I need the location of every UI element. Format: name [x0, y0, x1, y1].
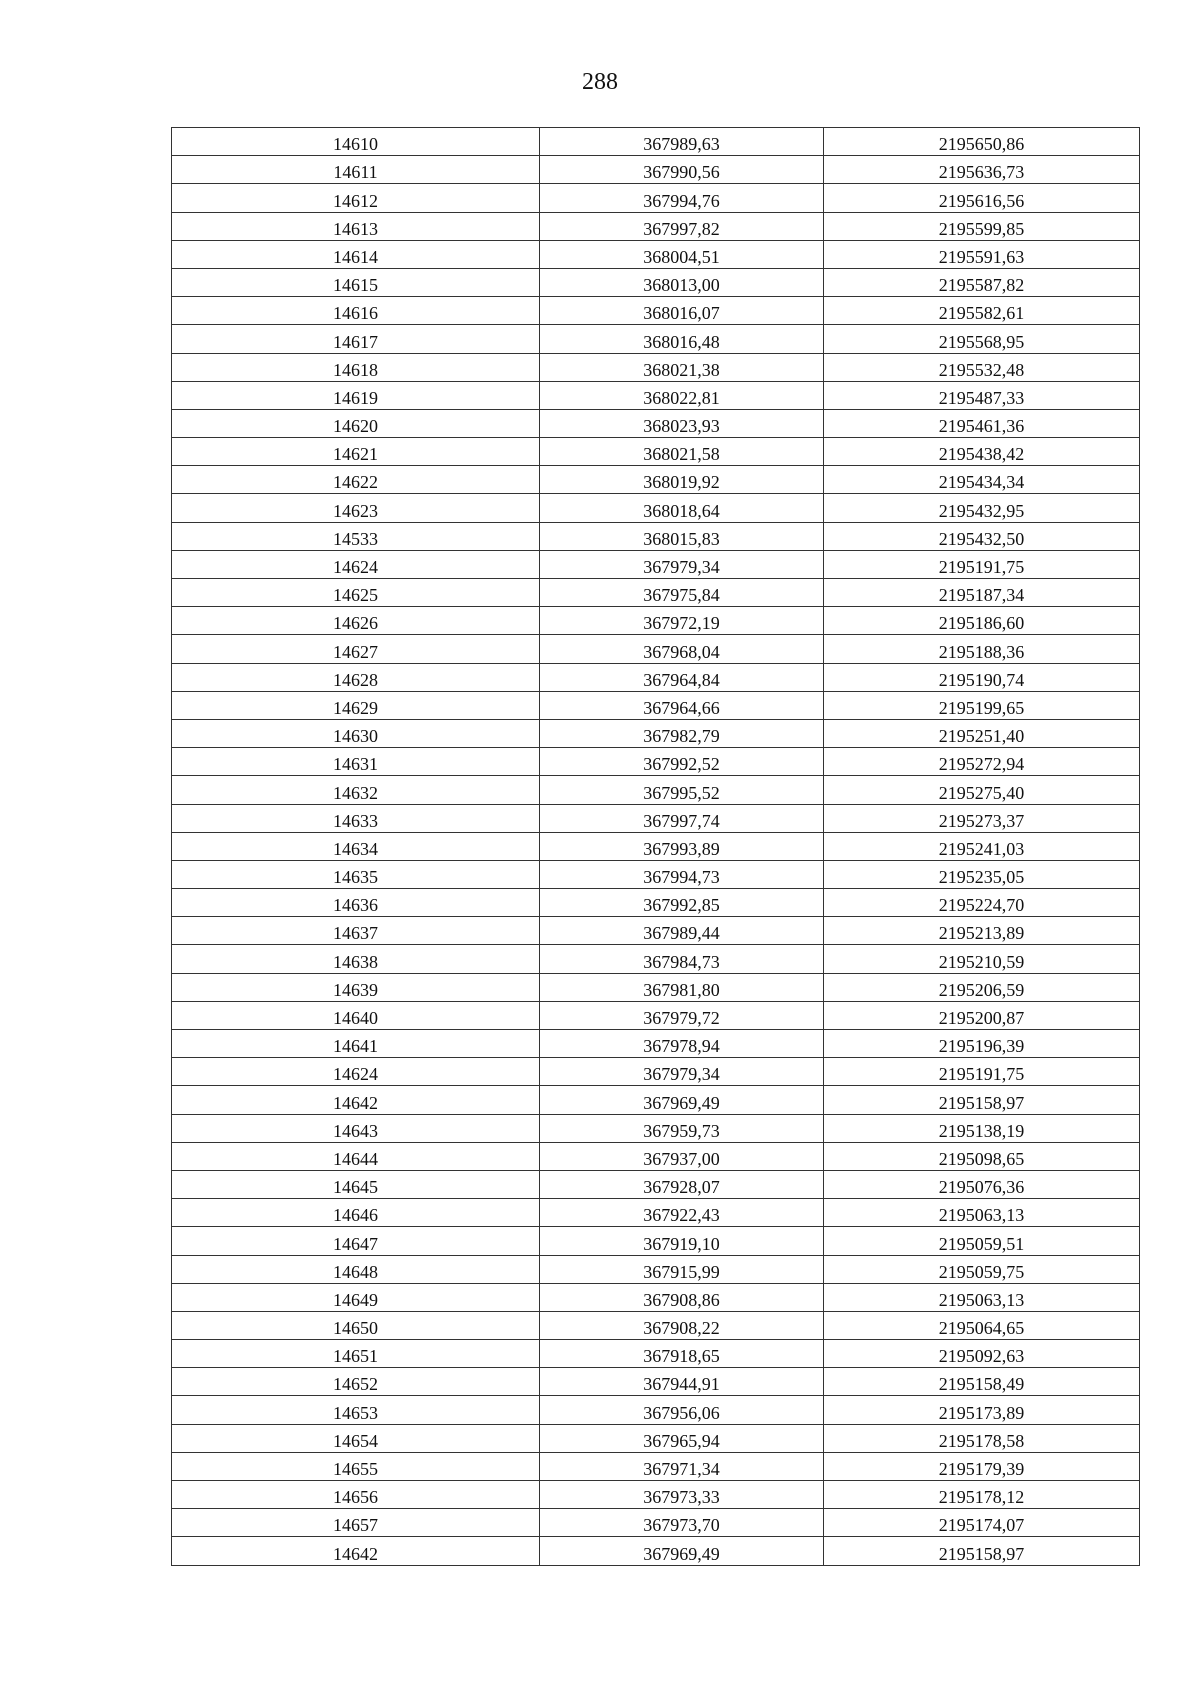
point-number-cell: 14642 — [172, 1086, 540, 1114]
table-row — [172, 917, 1140, 945]
y-coordinate-cell: 2195076,36 — [824, 1170, 1140, 1198]
point-number-cell: 14629 — [172, 691, 540, 719]
y-coordinate-cell: 2195251,40 — [824, 719, 1140, 747]
point-number-cell: 14641 — [172, 1030, 540, 1058]
table-row — [172, 522, 1140, 550]
table-row — [172, 438, 1140, 466]
point-number-cell: 14648 — [172, 1255, 540, 1283]
table-row — [172, 635, 1140, 663]
table-row — [172, 353, 1140, 381]
table-row — [172, 832, 1140, 860]
point-number-cell: 14533 — [172, 522, 540, 550]
table-row — [172, 184, 1140, 212]
point-number-cell: 14621 — [172, 438, 540, 466]
point-number-cell: 14627 — [172, 635, 540, 663]
y-coordinate-cell: 2195199,65 — [824, 691, 1140, 719]
x-coordinate-cell: 367915,99 — [540, 1255, 824, 1283]
y-coordinate-cell: 2195532,48 — [824, 353, 1140, 381]
x-coordinate-cell: 367994,76 — [540, 184, 824, 212]
table-row — [172, 1030, 1140, 1058]
table-row — [172, 1396, 1140, 1424]
point-number-cell: 14631 — [172, 748, 540, 776]
point-number-cell: 14620 — [172, 409, 540, 437]
x-coordinate-cell: 367989,63 — [540, 128, 824, 156]
x-coordinate-cell: 367959,73 — [540, 1114, 824, 1142]
table-row — [172, 1537, 1140, 1565]
y-coordinate-cell: 2195178,58 — [824, 1424, 1140, 1452]
y-coordinate-cell: 2195186,60 — [824, 607, 1140, 635]
point-number-cell: 14644 — [172, 1142, 540, 1170]
x-coordinate-cell: 367973,33 — [540, 1481, 824, 1509]
y-coordinate-cell: 2195191,75 — [824, 1058, 1140, 1086]
x-coordinate-cell: 367997,82 — [540, 212, 824, 240]
point-number-cell: 14637 — [172, 917, 540, 945]
y-coordinate-cell: 2195064,65 — [824, 1311, 1140, 1339]
x-coordinate-cell: 367979,34 — [540, 1058, 824, 1086]
table-row — [172, 776, 1140, 804]
table-row — [172, 325, 1140, 353]
table-row — [172, 691, 1140, 719]
x-coordinate-cell: 367990,56 — [540, 156, 824, 184]
point-number-cell: 14653 — [172, 1396, 540, 1424]
y-coordinate-cell: 2195158,97 — [824, 1537, 1140, 1565]
x-coordinate-cell: 367969,49 — [540, 1537, 824, 1565]
y-coordinate-cell: 2195275,40 — [824, 776, 1140, 804]
x-coordinate-cell: 368013,00 — [540, 268, 824, 296]
y-coordinate-cell: 2195063,13 — [824, 1199, 1140, 1227]
x-coordinate-cell: 367969,49 — [540, 1086, 824, 1114]
point-number-cell: 14646 — [172, 1199, 540, 1227]
x-coordinate-cell: 368016,48 — [540, 325, 824, 353]
x-coordinate-cell: 368016,07 — [540, 297, 824, 325]
x-coordinate-cell: 367989,44 — [540, 917, 824, 945]
point-number-cell: 14622 — [172, 466, 540, 494]
x-coordinate-cell: 367944,91 — [540, 1368, 824, 1396]
y-coordinate-cell: 2195487,33 — [824, 381, 1140, 409]
coordinates-table-body — [172, 128, 1140, 1566]
table-row — [172, 409, 1140, 437]
point-number-cell: 14642 — [172, 1537, 540, 1565]
point-number-cell: 14611 — [172, 156, 540, 184]
y-coordinate-cell: 2195178,12 — [824, 1481, 1140, 1509]
point-number-cell: 14616 — [172, 297, 540, 325]
x-coordinate-cell: 367937,00 — [540, 1142, 824, 1170]
y-coordinate-cell: 2195273,37 — [824, 804, 1140, 832]
x-coordinate-cell: 367956,06 — [540, 1396, 824, 1424]
x-coordinate-cell: 368021,58 — [540, 438, 824, 466]
y-coordinate-cell: 2195591,63 — [824, 240, 1140, 268]
point-number-cell: 14647 — [172, 1227, 540, 1255]
x-coordinate-cell: 367908,22 — [540, 1311, 824, 1339]
x-coordinate-cell: 367994,73 — [540, 860, 824, 888]
table-row — [172, 1086, 1140, 1114]
table-row — [172, 1199, 1140, 1227]
y-coordinate-cell: 2195438,42 — [824, 438, 1140, 466]
y-coordinate-cell: 2195092,63 — [824, 1340, 1140, 1368]
y-coordinate-cell: 2195063,13 — [824, 1283, 1140, 1311]
x-coordinate-cell: 367972,19 — [540, 607, 824, 635]
point-number-cell: 14656 — [172, 1481, 540, 1509]
y-coordinate-cell: 2195568,95 — [824, 325, 1140, 353]
point-number-cell: 14650 — [172, 1311, 540, 1339]
point-number-cell: 14610 — [172, 128, 540, 156]
point-number-cell: 14645 — [172, 1170, 540, 1198]
point-number-cell: 14618 — [172, 353, 540, 381]
table-row — [172, 1142, 1140, 1170]
y-coordinate-cell: 2195200,87 — [824, 1001, 1140, 1029]
table-row — [172, 494, 1140, 522]
x-coordinate-cell: 367975,84 — [540, 579, 824, 607]
x-coordinate-cell: 368004,51 — [540, 240, 824, 268]
point-number-cell: 14638 — [172, 945, 540, 973]
y-coordinate-cell: 2195650,86 — [824, 128, 1140, 156]
y-coordinate-cell: 2195138,19 — [824, 1114, 1140, 1142]
y-coordinate-cell: 2195059,51 — [824, 1227, 1140, 1255]
y-coordinate-cell: 2195190,74 — [824, 663, 1140, 691]
x-coordinate-cell: 367965,94 — [540, 1424, 824, 1452]
point-number-cell: 14632 — [172, 776, 540, 804]
point-number-cell: 14623 — [172, 494, 540, 522]
point-number-cell: 14651 — [172, 1340, 540, 1368]
point-number-cell: 14624 — [172, 1058, 540, 1086]
table-row — [172, 1340, 1140, 1368]
x-coordinate-cell: 368019,92 — [540, 466, 824, 494]
point-number-cell: 14643 — [172, 1114, 540, 1142]
y-coordinate-cell: 2195173,89 — [824, 1396, 1140, 1424]
table-row — [172, 945, 1140, 973]
y-coordinate-cell: 2195187,34 — [824, 579, 1140, 607]
table-row — [172, 128, 1140, 156]
table-row — [172, 973, 1140, 1001]
point-number-cell: 14624 — [172, 550, 540, 578]
y-coordinate-cell: 2195241,03 — [824, 832, 1140, 860]
x-coordinate-cell: 367992,85 — [540, 889, 824, 917]
y-coordinate-cell: 2195432,50 — [824, 522, 1140, 550]
table-row — [172, 1311, 1140, 1339]
table-row — [172, 1001, 1140, 1029]
y-coordinate-cell: 2195587,82 — [824, 268, 1140, 296]
x-coordinate-cell: 367995,52 — [540, 776, 824, 804]
table-row — [172, 156, 1140, 184]
y-coordinate-cell: 2195434,34 — [824, 466, 1140, 494]
table-row — [172, 268, 1140, 296]
y-coordinate-cell: 2195188,36 — [824, 635, 1140, 663]
y-coordinate-cell: 2195098,65 — [824, 1142, 1140, 1170]
y-coordinate-cell: 2195461,36 — [824, 409, 1140, 437]
y-coordinate-cell: 2195158,49 — [824, 1368, 1140, 1396]
y-coordinate-cell: 2195174,07 — [824, 1509, 1140, 1537]
point-number-cell: 14654 — [172, 1424, 540, 1452]
table-row — [172, 1255, 1140, 1283]
x-coordinate-cell: 367992,52 — [540, 748, 824, 776]
y-coordinate-cell: 2195210,59 — [824, 945, 1140, 973]
table-row — [172, 297, 1140, 325]
table-row — [172, 748, 1140, 776]
table-row — [172, 1368, 1140, 1396]
x-coordinate-cell: 367993,89 — [540, 832, 824, 860]
table-row — [172, 1227, 1140, 1255]
y-coordinate-cell: 2195582,61 — [824, 297, 1140, 325]
x-coordinate-cell: 368021,38 — [540, 353, 824, 381]
y-coordinate-cell: 2195213,89 — [824, 917, 1140, 945]
table-row — [172, 1114, 1140, 1142]
point-number-cell: 14617 — [172, 325, 540, 353]
x-coordinate-cell: 367997,74 — [540, 804, 824, 832]
point-number-cell: 14613 — [172, 212, 540, 240]
point-number-cell: 14614 — [172, 240, 540, 268]
point-number-cell: 14619 — [172, 381, 540, 409]
table-row — [172, 719, 1140, 747]
y-coordinate-cell: 2195196,39 — [824, 1030, 1140, 1058]
y-coordinate-cell: 2195206,59 — [824, 973, 1140, 1001]
point-number-cell: 14625 — [172, 579, 540, 607]
point-number-cell: 14626 — [172, 607, 540, 635]
x-coordinate-cell: 367928,07 — [540, 1170, 824, 1198]
y-coordinate-cell: 2195636,73 — [824, 156, 1140, 184]
table-row — [172, 1481, 1140, 1509]
x-coordinate-cell: 367979,34 — [540, 550, 824, 578]
point-number-cell: 14639 — [172, 973, 540, 1001]
point-number-cell: 14634 — [172, 832, 540, 860]
table-row — [172, 1452, 1140, 1480]
x-coordinate-cell: 367968,04 — [540, 635, 824, 663]
table-row — [172, 579, 1140, 607]
point-number-cell: 14636 — [172, 889, 540, 917]
point-number-cell: 14655 — [172, 1452, 540, 1480]
y-coordinate-cell: 2195224,70 — [824, 889, 1140, 917]
table-row — [172, 663, 1140, 691]
point-number-cell: 14633 — [172, 804, 540, 832]
x-coordinate-cell: 367919,10 — [540, 1227, 824, 1255]
x-coordinate-cell: 368018,64 — [540, 494, 824, 522]
coordinates-table — [171, 127, 1140, 1566]
x-coordinate-cell: 367964,84 — [540, 663, 824, 691]
x-coordinate-cell: 367922,43 — [540, 1199, 824, 1227]
y-coordinate-cell: 2195272,94 — [824, 748, 1140, 776]
table-row — [172, 1509, 1140, 1537]
y-coordinate-cell: 2195158,97 — [824, 1086, 1140, 1114]
x-coordinate-cell: 367979,72 — [540, 1001, 824, 1029]
point-number-cell: 14615 — [172, 268, 540, 296]
point-number-cell: 14640 — [172, 1001, 540, 1029]
y-coordinate-cell: 2195599,85 — [824, 212, 1140, 240]
table-row — [172, 466, 1140, 494]
x-coordinate-cell: 367973,70 — [540, 1509, 824, 1537]
y-coordinate-cell: 2195191,75 — [824, 550, 1140, 578]
table-row — [172, 1170, 1140, 1198]
table-row — [172, 607, 1140, 635]
y-coordinate-cell: 2195432,95 — [824, 494, 1140, 522]
x-coordinate-cell: 367982,79 — [540, 719, 824, 747]
point-number-cell: 14649 — [172, 1283, 540, 1311]
x-coordinate-cell: 367981,80 — [540, 973, 824, 1001]
y-coordinate-cell: 2195179,39 — [824, 1452, 1140, 1480]
point-number-cell: 14657 — [172, 1509, 540, 1537]
y-coordinate-cell: 2195059,75 — [824, 1255, 1140, 1283]
point-number-cell: 14612 — [172, 184, 540, 212]
x-coordinate-cell: 367971,34 — [540, 1452, 824, 1480]
table-row — [172, 1058, 1140, 1086]
table-row — [172, 381, 1140, 409]
x-coordinate-cell: 367978,94 — [540, 1030, 824, 1058]
table-row — [172, 212, 1140, 240]
table-row — [172, 889, 1140, 917]
table-row — [172, 1424, 1140, 1452]
x-coordinate-cell: 368023,93 — [540, 409, 824, 437]
page-number: 288 — [582, 69, 618, 95]
point-number-cell: 14652 — [172, 1368, 540, 1396]
y-coordinate-cell: 2195616,56 — [824, 184, 1140, 212]
table-row — [172, 804, 1140, 832]
table-row — [172, 860, 1140, 888]
point-number-cell: 14630 — [172, 719, 540, 747]
x-coordinate-cell: 367964,66 — [540, 691, 824, 719]
table-row — [172, 1283, 1140, 1311]
point-number-cell: 14635 — [172, 860, 540, 888]
x-coordinate-cell: 368015,83 — [540, 522, 824, 550]
x-coordinate-cell: 367908,86 — [540, 1283, 824, 1311]
x-coordinate-cell: 368022,81 — [540, 381, 824, 409]
point-number-cell: 14628 — [172, 663, 540, 691]
table-row — [172, 550, 1140, 578]
x-coordinate-cell: 367984,73 — [540, 945, 824, 973]
x-coordinate-cell: 367918,65 — [540, 1340, 824, 1368]
table-row — [172, 240, 1140, 268]
y-coordinate-cell: 2195235,05 — [824, 860, 1140, 888]
